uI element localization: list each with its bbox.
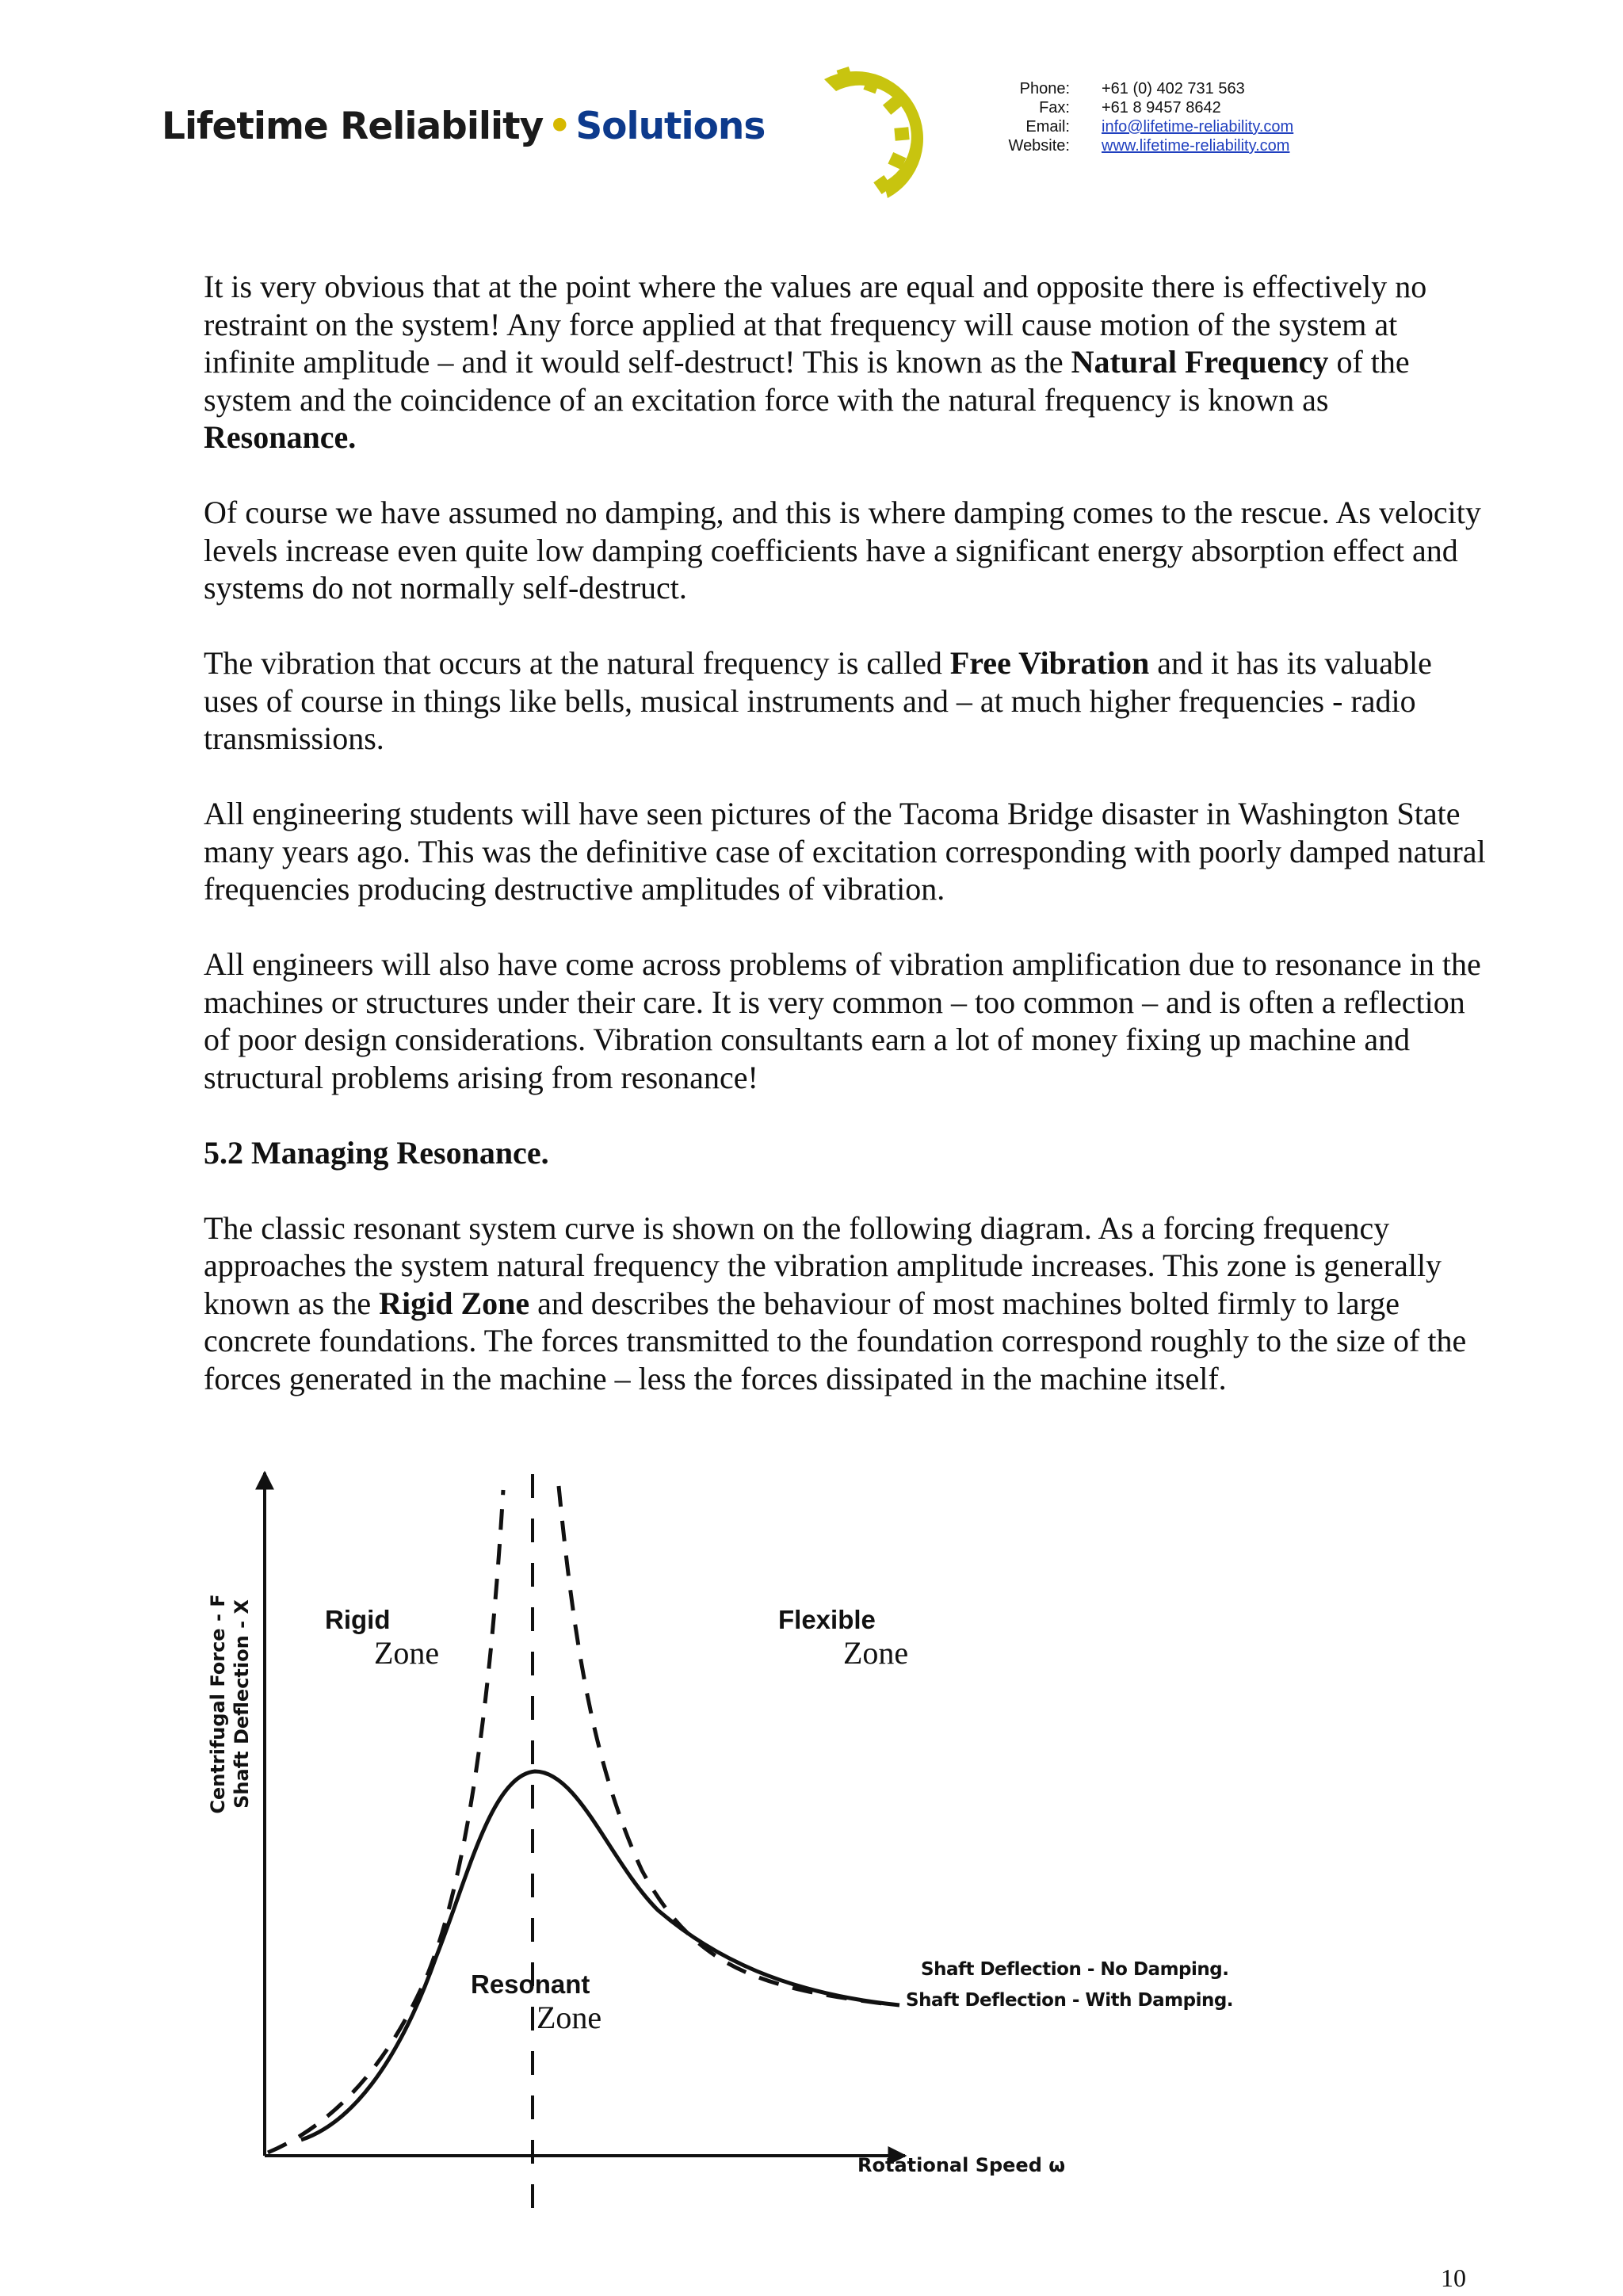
contact-label: Fax: (1039, 99, 1070, 117)
logo-text (162, 105, 765, 148)
contact-row-fax (983, 98, 1293, 117)
paragraph (204, 644, 1487, 758)
curve-no-damping (268, 1490, 503, 2153)
curve-no-damping (559, 1486, 896, 2005)
company-logo (158, 55, 808, 202)
page-number: 10 (1441, 2264, 1466, 2292)
rigid-zone-label: Rigid (325, 1605, 391, 1634)
paragraph: All engineers will also have come across problems of vibration amplification due to resonance in the machines or structures under their care. It is very common – too common – and is often a reflection of poor design considerations. Vibration consultants earn a lot of money fixing up machine and structural problems arising from resonance! (204, 946, 1481, 1095)
email-link[interactable]: info@lifetime-reliability.com (1102, 118, 1294, 136)
resonance-diagram (198, 1450, 1238, 2219)
gear-icon (792, 63, 959, 206)
rigid-zone-sub: Zone (374, 1635, 440, 1671)
bold-term: Resonance. (204, 419, 357, 455)
contact-value: +61 (0) 402 731 563 (1102, 80, 1245, 97)
y-axis-label (206, 1553, 254, 1855)
section-heading: 5.2 Managing Resonance. (204, 1134, 549, 1171)
bold-term: Free Vibration (949, 645, 1150, 681)
curve-with-damping (301, 1771, 899, 2140)
resonant-zone-sub: Zone (537, 2000, 602, 2035)
paragraph: All engineering students will have seen pictures of the Tacoma Bridge disaster in Washington State many years ago. This was the definitive case of excitation corresponding with poorly damped natural frequencies producing destructive amplitudes of vibration. (204, 796, 1486, 907)
text: It is very obvious that at the point where the values are equal and opposite there is effectively no restraint on the system! Any force applied at that frequency will cause motion of the system at infinite amplitude – and it would self-destruct! This is known as the (204, 269, 1427, 380)
contact-label: Email: (1025, 118, 1070, 136)
contact-row-phone (983, 79, 1293, 98)
text: The classic resonant system curve is shown on the following diagram. As a forcing frequency approaches the system natural frequency the vibration amplitude increases. This zone is generally known as the (204, 1209, 1442, 1321)
flexible-zone-label: Flexible (778, 1605, 876, 1634)
logo-text-right: Solutions (575, 105, 766, 148)
text: The vibration that occurs at the natural frequency is called (204, 645, 950, 681)
logo-text-left: Lifetime Reliability (162, 105, 544, 148)
website-link[interactable]: www.lifetime-reliability.com (1102, 137, 1290, 155)
flexible-zone-sub: Zone (843, 1635, 909, 1671)
contact-row-website (983, 136, 1293, 155)
resonant-zone-label: Resonant (471, 1969, 590, 1999)
resonance-diagram-svg (198, 1450, 1238, 2219)
document-body (204, 268, 1487, 1435)
paragraph (204, 1209, 1487, 1398)
bold-term: Rigid Zone (379, 1285, 530, 1321)
paragraph: Of course we have assumed no damping, and this is where damping comes to the rescue. As velocity levels increase even quite low damping coefficients have a significant energy absorption effect and systems do not normally self-destruct. (204, 495, 1481, 606)
contact-label: Phone: (1019, 80, 1070, 97)
text: and it has its valuable uses of course in things like bells, musical instruments and – at much higher frequencies - radio transmissions. (204, 645, 1432, 756)
y-axis-label-line2: Shaft Deflection - X (231, 1599, 253, 1809)
y-axis-label-line1: Centrifugal Force - F (207, 1594, 229, 1814)
paragraph (204, 268, 1487, 457)
contact-row-email (983, 117, 1293, 136)
contact-block (983, 79, 1293, 155)
page-header (158, 55, 1474, 206)
contact-label: Website: (1008, 137, 1070, 155)
bold-term: Natural Frequency (1071, 344, 1329, 380)
logo-dot: • (548, 105, 571, 148)
legend-no-damping: Shaft Deflection - No Damping. (921, 1959, 1229, 1980)
x-axis-label: Rotational Speed ω (857, 2154, 1066, 2176)
contact-value: +61 8 9457 8642 (1102, 99, 1221, 117)
text: of the system and the coincidence of an excitation force with the natural frequency is known as (204, 344, 1410, 418)
text: and describes the behaviour of most machines bolted firmly to large concrete foundations. The forces transmitted to the foundation correspond roughly to the size of the forces generated in the machine – less the forces dissipated in the machine itself. (204, 1285, 1467, 1396)
legend-with-damping: Shaft Deflection - With Damping. (906, 1990, 1234, 2011)
